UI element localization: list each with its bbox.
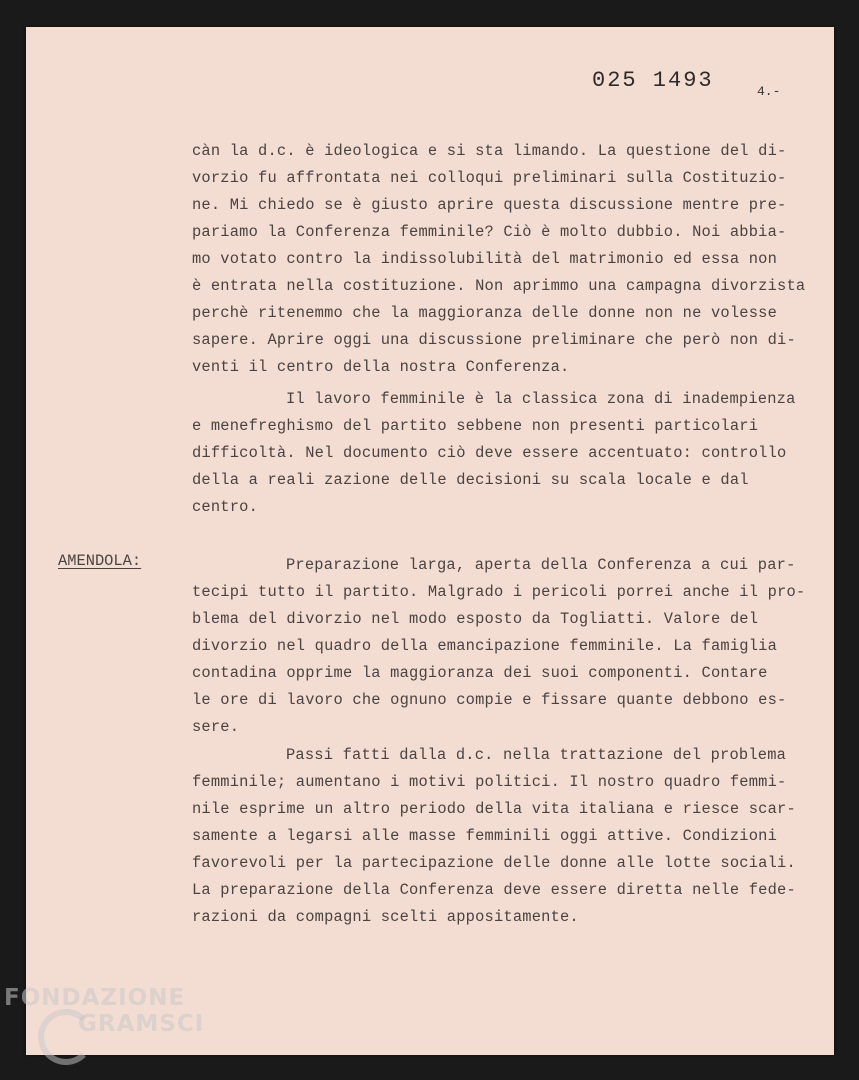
text-line: sere. (192, 718, 240, 736)
text-line: samente a legarsi alle masse femminili oggi attive. Condizioni (192, 827, 778, 845)
text-line: vorzio fu affrontata nei colloqui preliminari sulla Costituzio- (192, 169, 787, 187)
text-line: sapere. Aprire oggi una discussione preliminare che però non di- (192, 331, 796, 349)
text-line: tecipi tutto il partito. Malgrado i pericoli porrei anche il pro- (192, 583, 806, 601)
document-number: 025 1493 (592, 68, 714, 93)
text-line: Il lavoro femminile è la classica zona di inadempienza (286, 390, 796, 408)
text-line: mo votato contro la indissolubilità del matrimonio ed essa non (192, 250, 778, 268)
text-line: le ore di lavoro che ognuno compie e fissare quante debbono es- (192, 691, 787, 709)
text-line: femminile; aumentano i motivi politici. Il nostro quadro femmi- (192, 773, 787, 791)
text-line: centro. (192, 498, 259, 516)
page-number: 4.- (757, 84, 781, 99)
text-line: La preparazione della Conferenza deve essere diretta nelle fede- (192, 881, 796, 899)
text-line: pariamo la Conferenza femminile? Ciò è molto dubbio. Noi abbia- (192, 223, 787, 241)
text-line: è entrata nella costituzione. Non aprimmo una campagna divorzista (192, 277, 806, 295)
text-line: blema del divorzio nel modo esposto da Togliatti. Valore del (192, 610, 759, 628)
text-line: Preparazione larga, aperta della Conferenza a cui par- (286, 556, 796, 574)
text-line: ne. Mi chiedo se è giusto aprire questa discussione mentre pre- (192, 196, 787, 214)
text-line: favorevoli per la partecipazione delle donne alle lotte sociali. (192, 854, 796, 872)
speaker-label: AMENDOLA: (58, 552, 142, 570)
text-line: difficoltà. Nel documento ciò deve essere accentuato: controllo (192, 444, 787, 462)
watermark-line2: GRAMSCI (78, 1011, 205, 1037)
text-line: della a reali zazione delle decisioni su scala locale e dal (192, 471, 749, 489)
watermark-line1: FONDAZIONE (4, 985, 186, 1011)
text-line: perchè ritenemmo che la maggioranza delle donne non ne volesse (192, 304, 778, 322)
text-line: divorzio nel quadro della emancipazione femminile. La famiglia (192, 637, 778, 655)
text-line: razioni da compagni scelti appositamente. (192, 908, 579, 926)
text-line: venti il centro della nostra Conferenza. (192, 358, 570, 376)
text-line: contadina opprime la maggioranza dei suoi componenti. Contare (192, 664, 768, 682)
text-line: e menefreghismo del partito sebbene non presenti particolari (192, 417, 759, 435)
text-line: Passi fatti dalla d.c. nella trattazione del problema (286, 746, 787, 764)
text-line: càn la d.c. è ideologica e si sta limando. La questione del di- (192, 142, 787, 160)
text-line: nile esprime un altro periodo della vita italiana e riesce scar- (192, 800, 796, 818)
